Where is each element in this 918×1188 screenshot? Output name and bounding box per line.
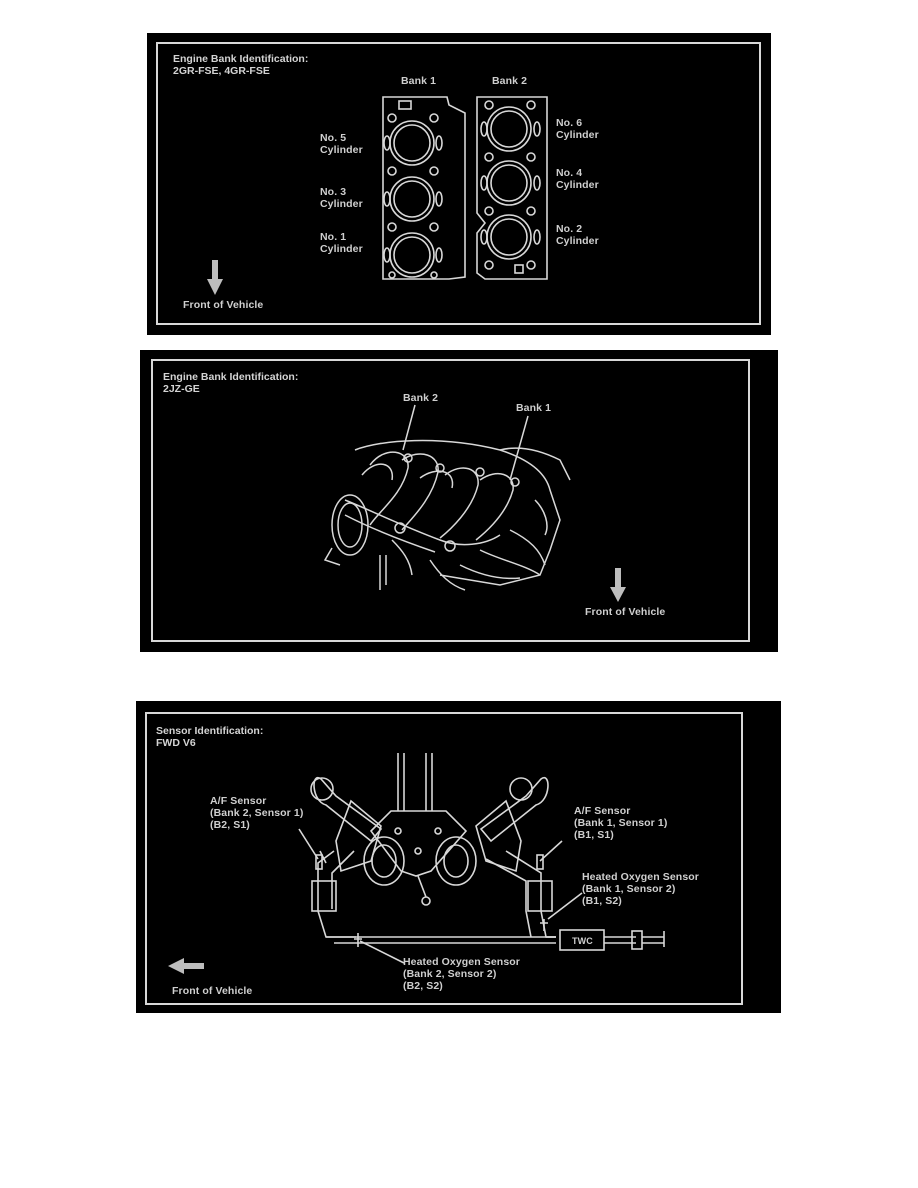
- diagram-engine-bank-2jz: [140, 350, 778, 652]
- front-arrow-icon: [168, 958, 204, 974]
- label-bank-1: Bank 1: [401, 75, 437, 87]
- exhaust-manifold-illustration: [140, 350, 778, 652]
- label-af-sensor-bank-1: A/F Sensor (Bank 1, Sensor 1) (B1, S1): [574, 805, 668, 841]
- label-twc: TWC: [572, 936, 593, 946]
- diagram-title: Engine Bank Identification: 2GR-FSE, 4GR-FSE: [173, 53, 309, 77]
- diagram-title: Sensor Identification: FWD V6: [156, 725, 264, 749]
- label-bank-2: Bank 2: [492, 75, 528, 87]
- label-cylinder-4: No. 4 Cylinder: [556, 167, 599, 191]
- diagram-sensor-identification: [136, 701, 781, 1013]
- label-bank-2: Bank 2: [403, 392, 439, 404]
- front-arrow-icon: [610, 568, 626, 602]
- label-af-sensor-bank-2: A/F Sensor (Bank 2, Sensor 1) (B2, S1): [210, 795, 304, 831]
- label-front-of-vehicle: Front of Vehicle: [172, 985, 253, 997]
- label-cylinder-6: No. 6 Cylinder: [556, 117, 599, 141]
- diagram-engine-bank-2gr: [147, 33, 771, 335]
- label-cylinder-5: No. 5 Cylinder: [320, 132, 363, 156]
- front-arrow-icon: [207, 260, 223, 295]
- cylinder-head-gasket-illustration: [147, 33, 771, 335]
- label-bank-1: Bank 1: [516, 402, 552, 414]
- label-cylinder-2: No. 2 Cylinder: [556, 223, 599, 247]
- label-heated-oxygen-sensor-bank-2: Heated Oxygen Sensor (Bank 2, Sensor 2) (B2, S2): [403, 956, 520, 992]
- label-cylinder-3: No. 3 Cylinder: [320, 186, 363, 210]
- diagram-title: Engine Bank Identification: 2JZ-GE: [163, 371, 299, 395]
- label-heated-oxygen-sensor-bank-1: Heated Oxygen Sensor (Bank 1, Sensor 2) (B1, S2): [582, 871, 699, 907]
- label-front-of-vehicle: Front of Vehicle: [183, 299, 264, 311]
- label-cylinder-1: No. 1 Cylinder: [320, 231, 363, 255]
- label-front-of-vehicle: Front of Vehicle: [585, 606, 666, 618]
